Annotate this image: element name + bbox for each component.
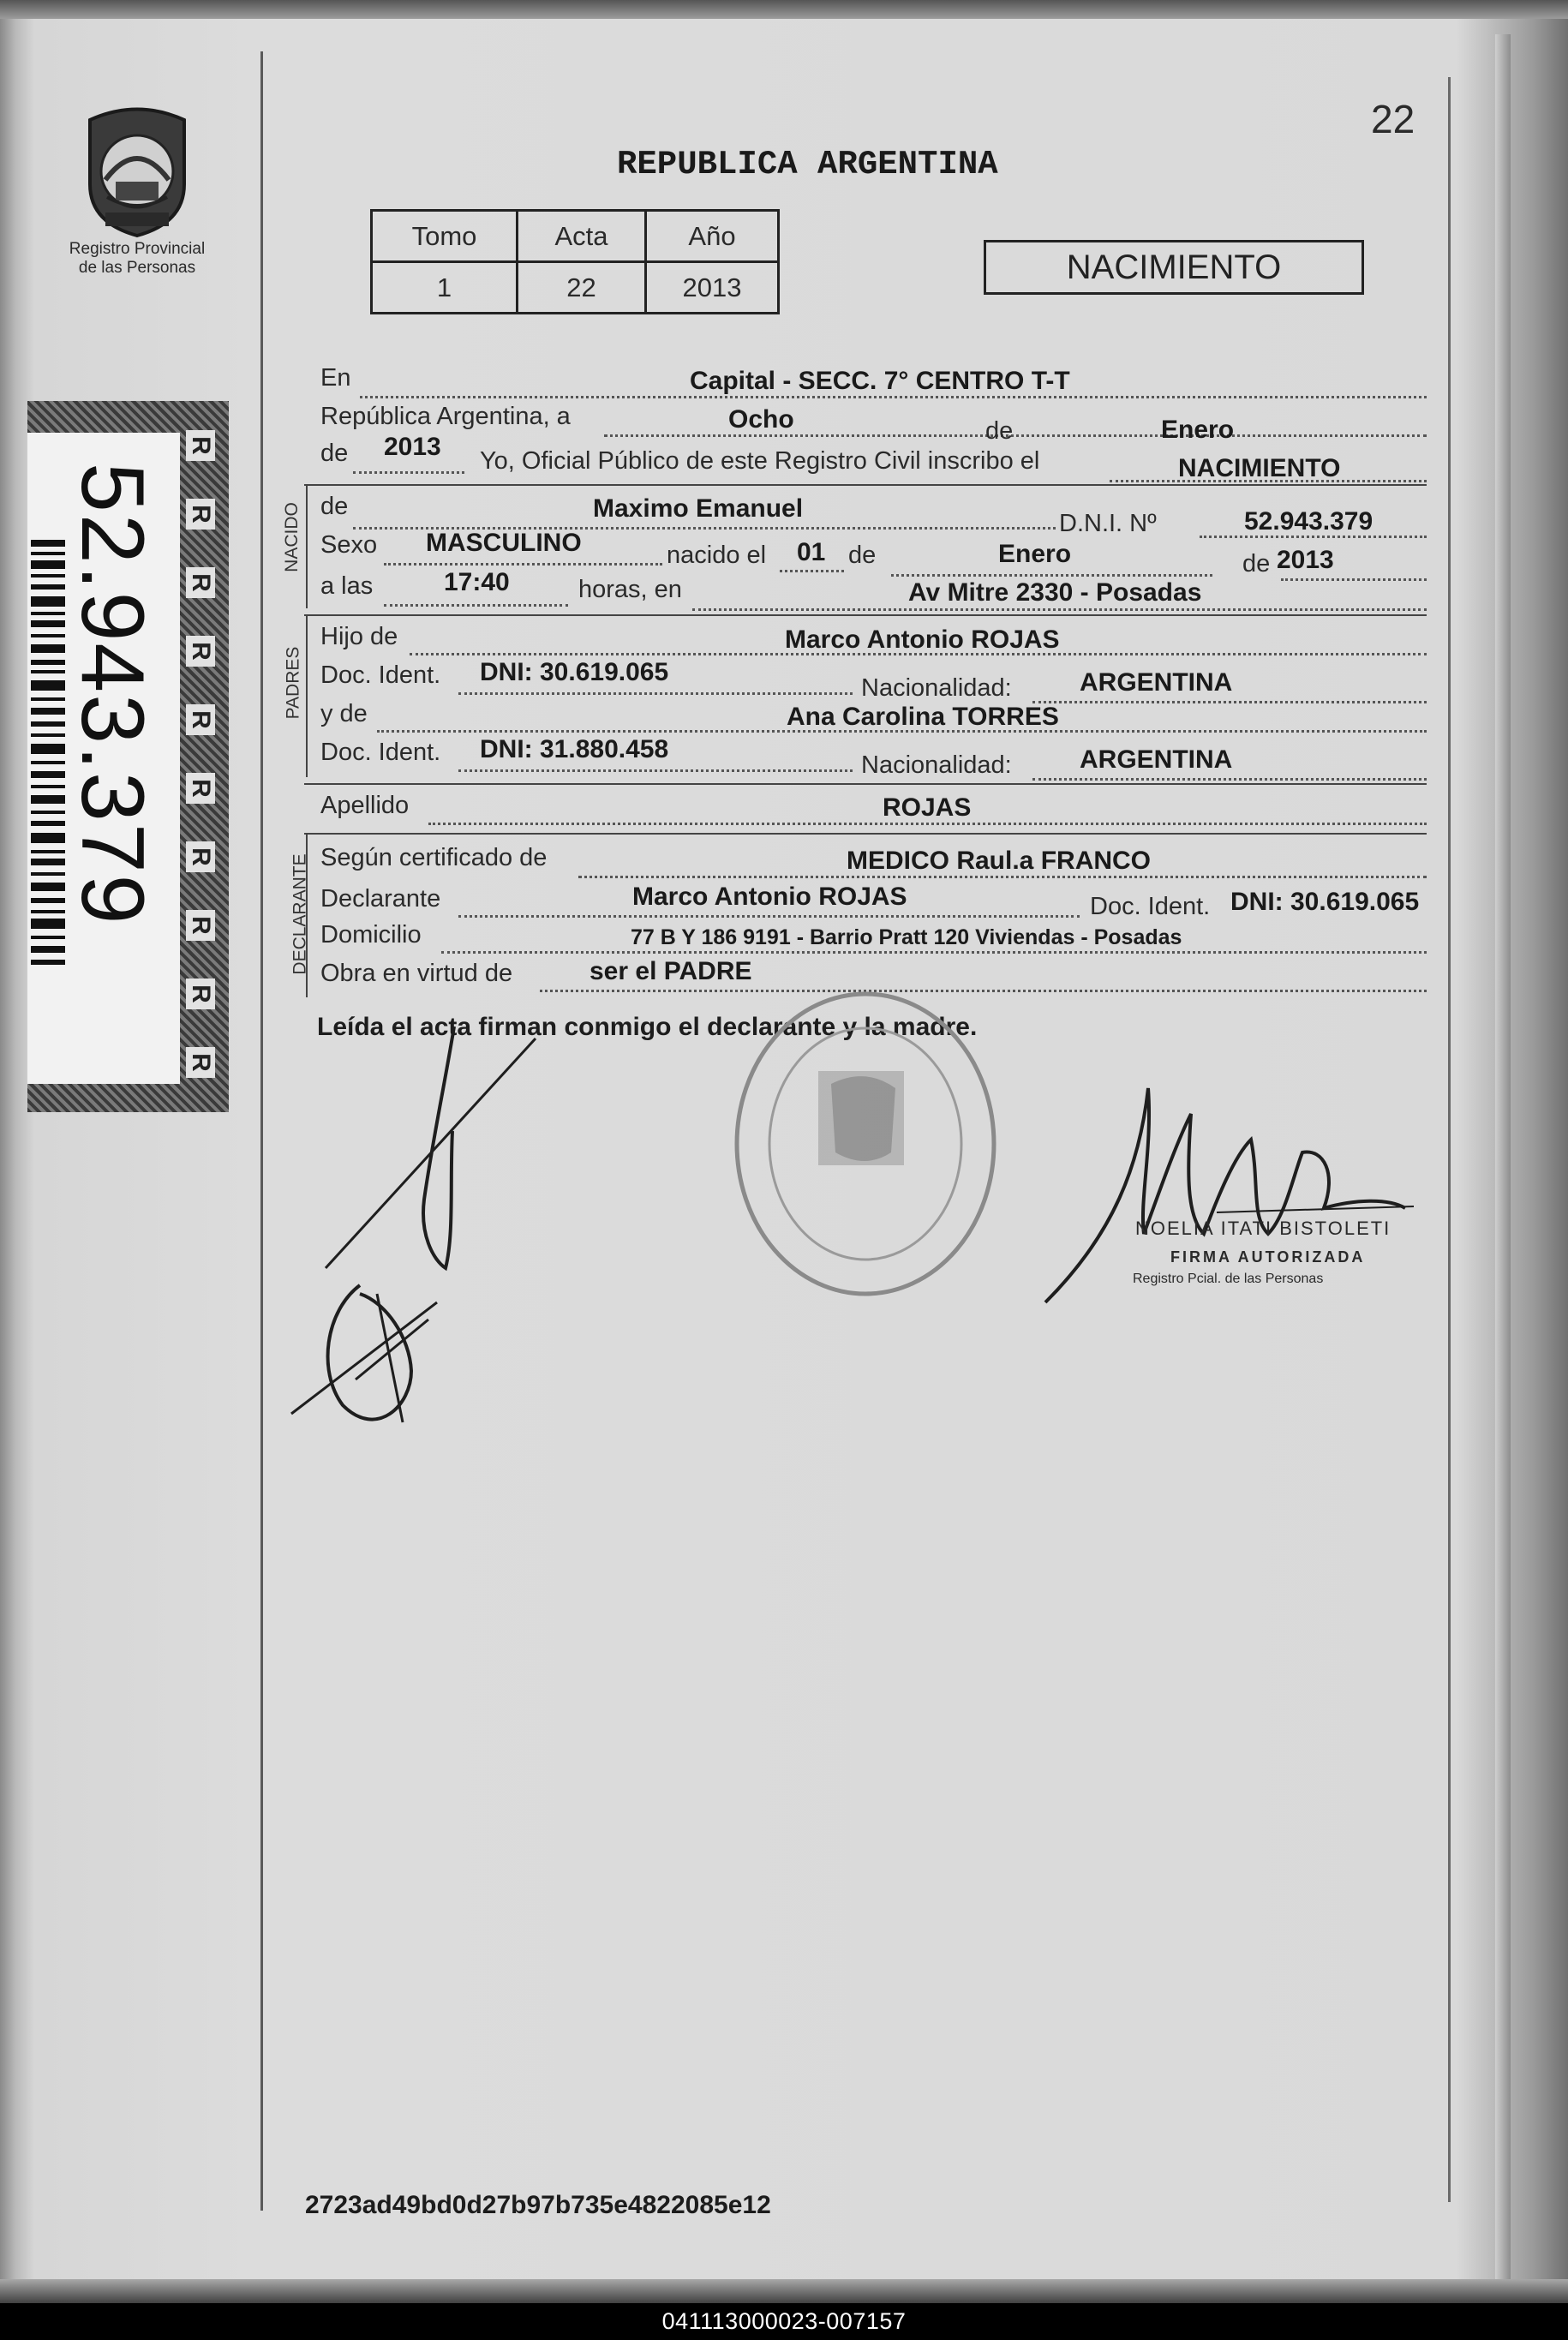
domicilio-value: 77 B Y 186 9191 - Barrio Pratt 120 Viviendas - Posadas xyxy=(631,925,1182,949)
logo-line-2: de las Personas xyxy=(78,259,196,277)
padre-value: Marco Antonio ROJAS xyxy=(785,625,1060,654)
scan-footer xyxy=(0,2303,1568,2340)
madre-nac-value: ARGENTINA xyxy=(1080,745,1233,774)
document-title: REPUBLICA ARGENTINA xyxy=(617,146,998,183)
security-letter: R xyxy=(186,636,215,667)
record-type-box: NACIMIENTO xyxy=(984,240,1364,295)
security-letter: R xyxy=(186,978,215,1009)
official-office: Registro Pcial. de las Personas xyxy=(1133,1272,1324,1286)
sexo-value: MASCULINO xyxy=(426,529,582,557)
declarante-value: Marco Antonio ROJAS xyxy=(632,883,907,911)
nacido-anio-value: 2013 xyxy=(1277,546,1334,574)
declarante-doc-label: Doc. Ident. xyxy=(1090,893,1211,920)
a-las-label: a las xyxy=(320,572,374,600)
mes-value: Enero xyxy=(1161,416,1235,444)
horas-en-label: horas, en xyxy=(578,576,682,603)
nacido-el-label: nacido el xyxy=(667,542,767,569)
madre-nac-label: Nacionalidad: xyxy=(861,751,1012,779)
padre-doc-value: DNI: 30.619.065 xyxy=(480,658,669,686)
dni-value: 52.943.379 xyxy=(1244,507,1373,536)
barcode-number: 52.943.379 xyxy=(63,463,162,926)
anio-value: 2013 xyxy=(384,433,441,461)
nacido-de-label-3: de xyxy=(1242,550,1271,578)
madre-doc-value: DNI: 31.880.458 xyxy=(480,735,669,763)
declarante-doc-value: DNI: 30.619.065 xyxy=(1230,888,1420,916)
domicilio-label: Domicilio xyxy=(320,921,422,949)
dni-label: D.N.I. Nº xyxy=(1059,510,1157,537)
security-letter: R xyxy=(186,841,215,872)
official-name: NOELIA ITATI BISTOLETI xyxy=(1135,1218,1391,1239)
obra-label: Obra en virtud de xyxy=(320,960,513,987)
padre-doc-label: Doc. Ident. xyxy=(320,661,441,689)
security-letter: R xyxy=(186,773,215,804)
footer-code: 041113000023-007157 xyxy=(661,2308,907,2334)
acta-value: 22 xyxy=(518,262,646,314)
en-label: En xyxy=(320,364,351,392)
dia-value: Ocho xyxy=(728,405,794,434)
madre-doc-label: Doc. Ident. xyxy=(320,739,441,766)
padres-section-label: PADRES xyxy=(283,646,303,720)
security-letter: R xyxy=(186,1047,215,1078)
padre-nac-label: Nacionalidad: xyxy=(861,674,1012,702)
acto-value: NACIMIENTO xyxy=(1178,454,1341,482)
security-letter: R xyxy=(186,430,215,461)
madre-value: Ana Carolina TORRES xyxy=(787,703,1059,731)
page-number: 22 xyxy=(1371,97,1415,141)
apellido-label: Apellido xyxy=(320,792,410,819)
obra-value: ser el PADRE xyxy=(589,957,752,985)
tomo-header: Tomo xyxy=(372,211,518,262)
nacido-de-label-2: de xyxy=(848,542,877,569)
security-letter: R xyxy=(186,910,215,941)
declarante-section-label: DECLARANTE xyxy=(290,853,310,975)
hora-value: 17:40 xyxy=(444,568,510,596)
document-hash: 2723ad49bd0d27b97b735e4822085e12 xyxy=(305,2191,771,2219)
nombre-value: Maximo Emanuel xyxy=(593,494,804,523)
security-letter: R xyxy=(186,704,215,735)
certificado-label: Según certificado de xyxy=(320,844,548,871)
de-label: de xyxy=(985,417,1014,445)
security-letter: R xyxy=(186,499,215,530)
nacido-dia-value: 01 xyxy=(797,538,826,566)
anio-header: Año xyxy=(646,211,779,262)
acta-header: Acta xyxy=(518,211,646,262)
hijo-de-label: Hijo de xyxy=(320,623,398,650)
republica-label: República Argentina, a xyxy=(320,403,571,430)
de2-label: de xyxy=(320,440,349,467)
nacido-de-label: de xyxy=(320,493,349,520)
closing-statement: Leída el acta firman conmigo el declarante y la madre. xyxy=(317,1013,978,1041)
scan-bottom-edge xyxy=(0,2279,1568,2305)
tomo-value: 1 xyxy=(372,262,518,314)
security-letter: R xyxy=(186,567,215,598)
padre-nac-value: ARGENTINA xyxy=(1080,668,1233,697)
nacido-section-label: NACIDO xyxy=(281,502,302,572)
en-value: Capital - SECC. 7° CENTRO T-T xyxy=(690,367,1070,395)
lugar-value: Av Mitre 2330 - Posadas xyxy=(908,578,1202,607)
oficial-text: Yo, Oficial Público de este Registro Civil inscribo el xyxy=(480,447,1040,475)
official-role: FIRMA AUTORIZADA xyxy=(1170,1248,1366,1266)
sexo-label: Sexo xyxy=(320,531,378,559)
logo-line-1: Registro Provincial xyxy=(69,240,206,258)
y-de-label: y de xyxy=(320,700,368,727)
certificado-value: MEDICO Raul.a FRANCO xyxy=(847,847,1152,875)
anio-value: 2013 xyxy=(646,262,779,314)
apellido-value: ROJAS xyxy=(883,793,972,822)
declarante-label: Declarante xyxy=(320,885,441,913)
nacido-mes-value: Enero xyxy=(998,540,1072,568)
